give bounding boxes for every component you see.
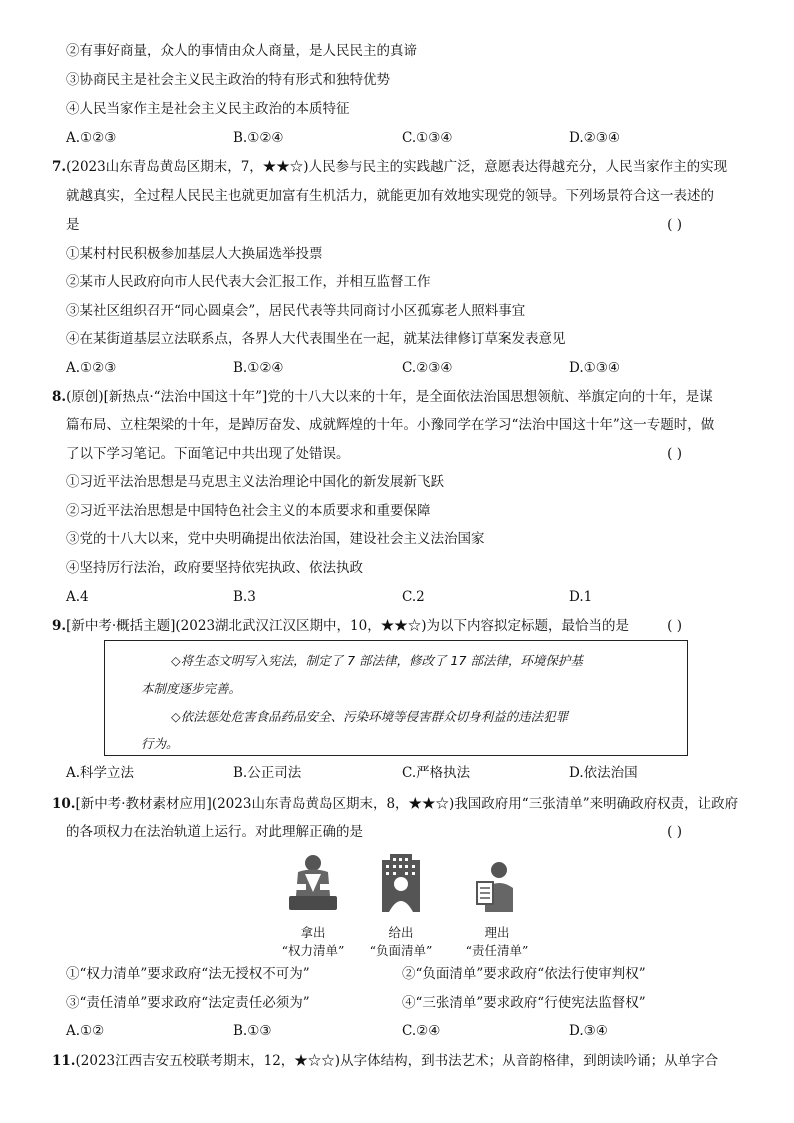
q8-answer-bracket[interactable]: ( ) — [667, 446, 682, 462]
q8-stem-text-3: 了以下学习笔记。下面笔记中共出现了处错误。 — [66, 446, 350, 462]
person-at-desk-icon — [283, 852, 343, 914]
q7-option-4: ④在某街道基层立法联系点，各界人大代表围坐在一起，就某法律修订草案发表意见 — [66, 331, 566, 347]
q6-option-4: ④人民当家作主是社会主义民主政治的本质特征 — [66, 101, 350, 117]
q9-material-2a: ◇依法惩处危害食品药品安全、污染环境等侵害群众切身利益的违法犯罪 — [171, 709, 569, 724]
q10-option-2: ②“负面清单”要求政府“依法行使审判权” — [402, 966, 646, 982]
q9-choice-a[interactable]: A.科学立法 — [66, 765, 135, 781]
q8-option-4: ④坚持厉行法治，政府要坚持依宪执政、依法执政 — [66, 560, 363, 576]
q10-options-row-2 — [66, 994, 686, 1012]
q7-option-1: ①某村村民积极参加基层人大换届选举投票 — [66, 246, 323, 262]
q6-option-2: ②有事好商量，众人的事情由众人商量，是人民民主的真谛 — [66, 43, 417, 59]
q10-figure-power-list — [268, 852, 358, 960]
q10-answer-bracket[interactable]: ( ) — [667, 824, 682, 840]
q8-option-1: ①习近平法治思想是马克思主义法治理论中国化的新发展新飞跃 — [66, 474, 444, 490]
q11-stem-line-1 — [52, 1052, 738, 1070]
q10-figure-negative-list — [356, 852, 446, 960]
q10-fig-2-name: “负面清单” — [369, 943, 433, 958]
q8-choices — [66, 588, 686, 606]
q8-choice-a[interactable]: A.4 — [66, 589, 89, 605]
person-with-list-icon — [469, 852, 525, 914]
q8-stem-line-2: 篇布局、立柱架梁的十年，是踔厉奋发、成就辉煌的十年。小豫同学在学习“法治中国这十年”这一专题时，做 — [66, 417, 715, 433]
q10-figure-responsibility-list — [452, 852, 542, 960]
q6-choice-a[interactable]: A.①②③ — [66, 130, 117, 146]
q8-choice-c[interactable]: C.2 — [402, 589, 425, 605]
q8-stem-text-1: (原创)[新热点·“法治中国这十年”]党的十八大以来的十年，是全面依法治国思想领航、举旗定向的十年，是谋 — [66, 389, 713, 405]
q8-choice-d[interactable]: D.1 — [569, 589, 593, 605]
q10-choice-c[interactable]: C.②④ — [402, 1023, 441, 1039]
q9-choice-b[interactable]: B.公正司法 — [233, 765, 302, 781]
q8-stem-line-3 — [66, 445, 738, 463]
q8-option-3: ③党的十八大以来，党中央明确提出依法治国，建设社会主义法治国家 — [66, 531, 485, 547]
q6-choice-b[interactable]: B.①②④ — [233, 130, 284, 146]
q10-fig-1-name: “权力清单” — [281, 943, 345, 958]
q11-number: 11. — [52, 1053, 76, 1069]
building-icon — [376, 852, 426, 914]
q9-material-1a: ◇将生态文明写入宪法，制定了 7 部法律，修改了 17 部法律，环境保护基 — [171, 653, 583, 668]
q10-option-1: ①“权力清单”要求政府“法无授权不可为” — [66, 966, 310, 982]
q6-choice-c[interactable]: C.①③④ — [402, 130, 453, 146]
q9-choice-c[interactable]: C.严格执法 — [402, 765, 471, 781]
q7-choice-a[interactable]: A.①②③ — [66, 360, 117, 376]
q10-fig-3-name: “责任清单” — [465, 943, 529, 958]
q7-choice-c[interactable]: C.②③④ — [402, 360, 453, 376]
q9-answer-bracket[interactable]: ( ) — [667, 618, 682, 634]
q7-choice-d[interactable]: D.①③④ — [569, 360, 620, 376]
q10-options-row-1 — [66, 965, 686, 983]
q8-choice-b[interactable]: B.3 — [233, 589, 256, 605]
q10-fig-2-verb: 给出 — [388, 925, 414, 940]
q7-stem-line-2: 就越真实，全过程人民民主也就更加富有生机活力，就能更加有效地实现党的领导。下列场景符合这一表述的 — [66, 188, 714, 204]
q10-option-4: ④“三张清单”要求政府“行使宪法监督权” — [402, 995, 646, 1011]
q9-choices — [66, 764, 686, 782]
q8-stem-line-1 — [52, 388, 738, 406]
q10-choice-a[interactable]: A.①② — [66, 1023, 105, 1039]
q10-fig-3-verb: 理出 — [484, 925, 510, 940]
q10-fig-1-verb: 拿出 — [300, 925, 326, 940]
q9-stem-line-1 — [52, 617, 738, 635]
q10-option-3: ③“责任清单”要求政府“法定责任必须为” — [66, 995, 310, 1011]
q7-stem-text-1: (2023山东青岛黄岛区期末，7，★★☆)人民参与民主的实践越广泛，意愿表达得越充分，人民当家作主的实现 — [66, 159, 728, 175]
q6-choices — [66, 129, 686, 147]
q9-number: 9. — [52, 618, 67, 634]
q7-answer-bracket[interactable]: ( ) — [667, 217, 682, 233]
q7-stem-line-3 — [66, 216, 738, 234]
q10-number: 10. — [52, 796, 76, 812]
q6-option-3: ③协商民主是社会主义民主政治的特有形式和独特优势 — [66, 72, 390, 88]
q11-stem-text-1: (2023江西吉安五校联考期末，12，★☆☆)从字体结构，到书法艺术；从音韵格律，到朗读吟诵；从单字合 — [75, 1053, 719, 1069]
q9-stem-text-1: [新中考·概括主题](2023湖北武汉江汉区期中，10，★★☆)为以下内容拟定标题，最恰当的是 — [66, 618, 629, 634]
q9-material-box — [104, 640, 688, 756]
q7-stem-text-3: 是 — [66, 217, 80, 233]
q9-material-2b: 行为。 — [141, 736, 179, 751]
q10-choices — [66, 1022, 686, 1040]
q10-stem-line-1 — [52, 795, 738, 813]
q7-choice-b[interactable]: B.①②④ — [233, 360, 284, 376]
q6-choice-d[interactable]: D.②③④ — [569, 130, 620, 146]
q7-option-2: ②某市人民政府向市人民代表大会汇报工作，并相互监督工作 — [66, 274, 431, 290]
q7-stem-line-1 — [52, 158, 738, 176]
q7-choices — [66, 359, 686, 377]
q9-material-1b: 本制度逐步完善。 — [141, 681, 242, 696]
q9-choice-d[interactable]: D.依法治国 — [569, 765, 638, 781]
q7-option-3: ③某社区组织召开“同心圆桌会”，居民代表等共同商讨小区孤寡老人照料事宜 — [66, 303, 526, 319]
q10-stem-line-2 — [66, 823, 738, 841]
q8-number: 8. — [52, 389, 67, 405]
q10-stem-text-2: 的各项权力在法治轨道上运行。对此理解正确的是 — [66, 824, 363, 840]
q10-choice-b[interactable]: B.①③ — [233, 1023, 272, 1039]
q7-number: 7. — [52, 159, 67, 175]
q8-option-2: ②习近平法治思想是中国特色社会主义的本质要求和重要保障 — [66, 503, 431, 519]
q10-choice-d[interactable]: D.③④ — [569, 1023, 608, 1039]
q10-stem-text-1: [新中考·教材素材应用](2023山东青岛黄岛区期末，8，★★☆)我国政府用“三张清单”来明确政府权责，让政府 — [75, 796, 739, 812]
